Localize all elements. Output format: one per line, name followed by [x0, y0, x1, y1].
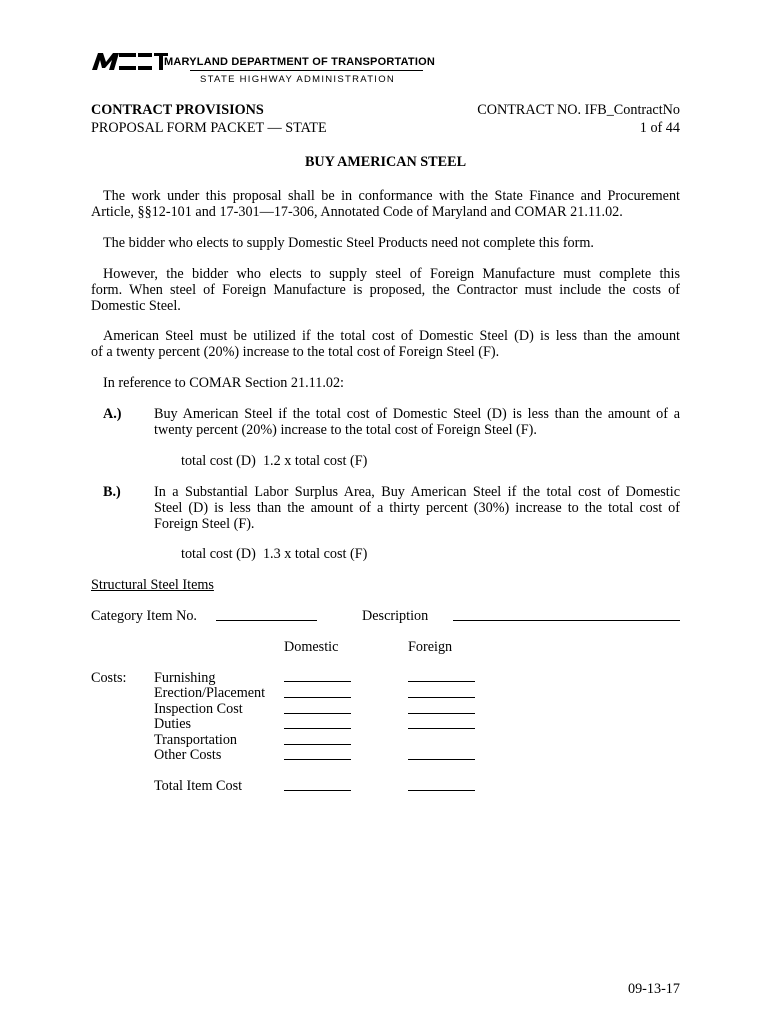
foreign-duties-field[interactable] [408, 728, 475, 729]
paragraph-1 [91, 188, 680, 220]
item-b-line-1: In a Substantial Labor Surplus Area, Buy American Steel if the total cost of Domestic [154, 484, 680, 500]
paragraph-4-line-2: of a twenty percent (20%) increase to the total cost of Foreign Steel (F). [91, 344, 500, 360]
item-a-formula: total cost (D) 1.2 x total cost (F) [181, 453, 368, 469]
total-item-cost-label: Total Item Cost [154, 778, 243, 794]
foreign-furnishing-field[interactable] [408, 681, 475, 682]
paragraph-3-line-3: Domestic Steel. [91, 298, 181, 314]
domestic-duties-field[interactable] [284, 728, 351, 729]
domestic-erection-field[interactable] [284, 697, 351, 698]
domestic-column-header: Domestic [284, 639, 339, 655]
item-b-label: B.) [103, 484, 121, 500]
domestic-inspection-field[interactable] [284, 713, 351, 714]
proposal-form-packet-heading: PROPOSAL FORM PACKET — STATE [91, 120, 327, 136]
paragraph-4 [91, 328, 680, 360]
cost-row-label: Other Costs [154, 747, 222, 763]
paragraph-3-line-1: However, the bidder who elects to supply steel of Foreign Manufacture must complete this [103, 266, 680, 282]
foreign-column-header: Foreign [408, 639, 453, 655]
paragraph-2: The bidder who elects to supply Domestic Steel Products need not complete this form. [103, 235, 594, 251]
domestic-furnishing-field[interactable] [284, 681, 351, 682]
foreign-inspection-field[interactable] [408, 713, 475, 714]
paragraph-4-line-1: American Steel must be utilized if the total cost of Domestic Steel (D) is less than the amount [103, 328, 680, 344]
mdot-logo-mark [92, 50, 168, 70]
mdot-logo [92, 46, 435, 86]
contract-number: CONTRACT NO. IFB_ContractNo [477, 102, 680, 118]
description-label: Description [362, 608, 429, 624]
contract-provisions-heading: CONTRACT PROVISIONS [91, 102, 264, 118]
paragraph-1-line-2: Article, §§12-101 and 17-301—17-306, Annotated Code of Maryland and COMAR 21.11.02. [91, 204, 623, 220]
paragraph-5: In reference to COMAR Section 21.11.02: [103, 375, 344, 391]
domestic-other-costs-field[interactable] [284, 759, 351, 760]
foreign-total-field[interactable] [408, 790, 475, 791]
structural-steel-heading: Structural Steel Items [91, 577, 214, 593]
category-item-label: Category Item No. [91, 608, 197, 624]
item-a-line-1: Buy American Steel if the total cost of Domestic Steel (D) is less than the amount of a [154, 406, 680, 422]
item-b-line-2: Steel (D) is less than the amount of a thirty percent (30%) increase to the total cost of [154, 500, 680, 516]
cost-row-label: Inspection Cost [154, 701, 243, 717]
cost-row-label: Duties [154, 716, 192, 732]
item-b-text [154, 484, 680, 532]
page-title: BUY AMERICAN STEEL [304, 154, 467, 170]
page-number: 1 of 44 [639, 120, 680, 136]
cost-row-label: Transportation [154, 732, 238, 748]
domestic-transportation-field[interactable] [284, 744, 351, 745]
paragraph-3-line-2: form. When steel of Foreign Manufacture is proposed, the Contractor must include the costs of [91, 282, 680, 298]
administration-name: STATE HIGHWAY ADMINISTRATION [200, 74, 396, 85]
item-a-label: A.) [103, 406, 122, 422]
revision-date: 09-13-17 [627, 981, 680, 997]
item-a-line-2: twenty percent (20%) increase to the total cost of Foreign Steel (F). [154, 422, 537, 438]
item-a-text [154, 406, 680, 438]
foreign-erection-field[interactable] [408, 697, 475, 698]
cost-row-label: Furnishing [154, 670, 216, 686]
costs-label: Costs: [91, 670, 127, 686]
agency-name: MARYLAND DEPARTMENT OF TRANSPORTATION [164, 56, 435, 68]
category-item-field[interactable] [216, 620, 317, 621]
paragraph-3 [91, 266, 680, 314]
item-b-formula: total cost (D) 1.3 x total cost (F) [181, 546, 368, 562]
paragraph-1-line-1: The work under this proposal shall be in conformance with the State Finance and Procurement [103, 188, 680, 204]
cost-row-label: Erection/Placement [154, 685, 266, 701]
logo-divider [190, 70, 423, 71]
domestic-total-field[interactable] [284, 790, 351, 791]
item-b-line-3: Foreign Steel (F). [154, 516, 255, 532]
description-field[interactable] [453, 620, 680, 621]
foreign-other-costs-field[interactable] [408, 759, 475, 760]
